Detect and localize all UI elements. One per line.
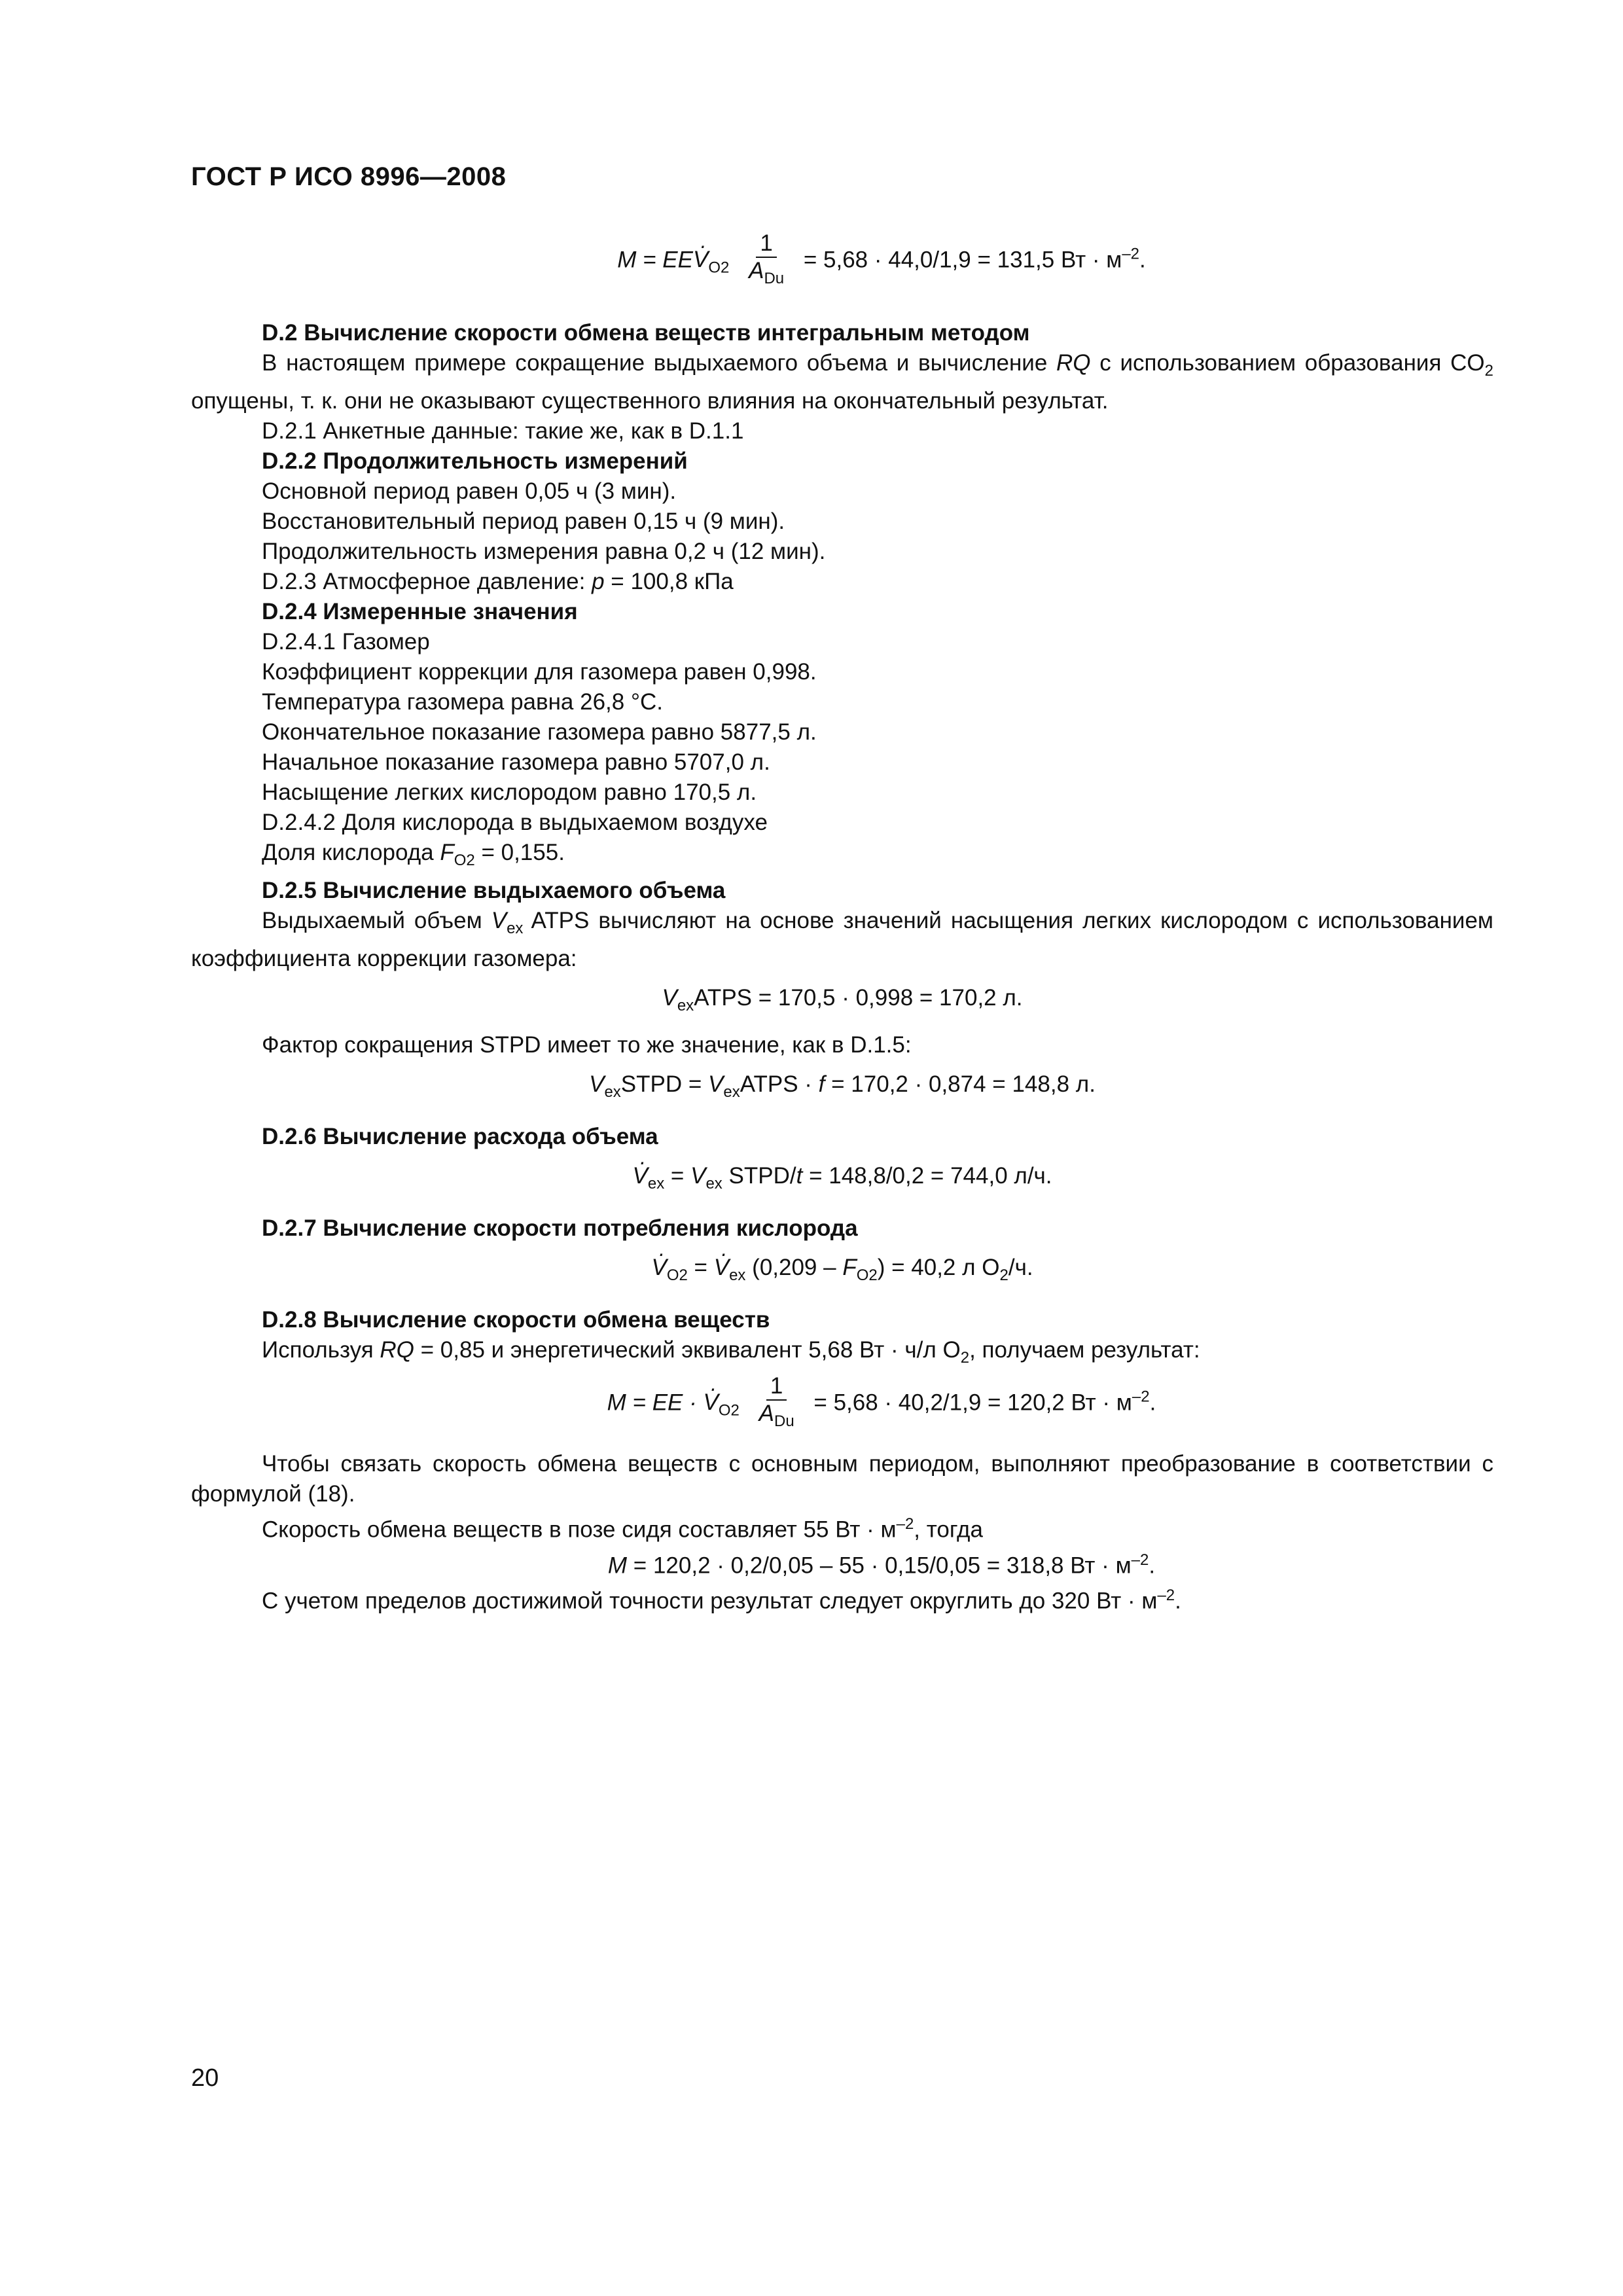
text-line: Температура газомера равна 26,8 °С.	[262, 689, 663, 715]
formula-final-result: M = 120,2 · 0,2/0,05 – 55 · 0,15/0,05 = 318,8 Вт · $м^{-2}$.	[607, 1551, 1156, 1579]
section-heading-d2: D.2 Вычисление скорости обмена веществ интегральным методом	[262, 320, 1030, 346]
subsection-heading-d227: D.2.7 Вычисление скорости потребления кислорода	[262, 1215, 858, 1241]
subsection-heading-d228: D.2.8 Вычисление скорости обмена веществ	[262, 1307, 770, 1333]
formula-volume-flow: · $V_{ex} = V_{ex}$ STPD/t = 148,8/0,2 = 744,0 л/ч.	[191, 1161, 1493, 1199]
formula-oxygen-consumption: · $V_{O2}$ = · $V_{ex}$ $(0,209 - F_{O2}) = 40,2$ л $O_2/ч$.	[191, 1253, 1493, 1291]
page-number: 20	[191, 2064, 219, 2092]
text-line: Насыщение легких кислородом равно 170,5 л.	[262, 780, 757, 805]
conversion-paragraph: Чтобы связать скорость обмена веществ с основным периодом, выполняют преобразование в соответствии с формулой (18).	[191, 1451, 1493, 1507]
formula-metabolic-rate-d1: $M = EE\cdot V_{O2}$ $\frac{1}{A_{Du}}$ = 5,68 · 44,0/1,9 = 131,5 Вт · $м^{-2}$.	[191, 230, 1493, 292]
subsection-d2241: D.2.4.1 Газомер	[262, 629, 430, 655]
exhaled-volume-paragraph: Выдыхаемый объем $V_{ex}$ ATPS вычисляют на основе значений насыщения легких кислородом с использованием коэффициента коррекции газомера:	[191, 908, 1493, 971]
oxygen-fraction-line: Доля кислорода $F_{O2} = 0,155$.	[262, 840, 565, 869]
text-line: Начальное показание газомера равно 5707,0 л.	[262, 749, 770, 775]
subsection-d221: D.2.1 Анкетные данные: такие же, как в D.1.1	[262, 418, 744, 444]
intro-paragraph: В настоящем примере сокращение выдыхаемого объема и вычисление RQ с использованием образования $CO_2$ опущены, т. к. они не оказывают существенного влияния на окончательный результат.	[191, 350, 1493, 414]
subsection-heading-d226: D.2.6 Вычисление расхода объема	[262, 1124, 658, 1149]
stpd-factor-line: Фактор сокращения STPD имеет то же значение, как в D.1.5:	[262, 1032, 912, 1058]
page-content	[191, 230, 1493, 1617]
rounding-line: С учетом пределов достижимой точности результат следует округлить до 320 Вт · $м^{-2}$.	[262, 1587, 1181, 1614]
document-header: ГОСТ Р ИСО 8996—2008	[191, 162, 507, 191]
text-line: Восстановительный период равен 0,15 ч (9 мин).	[262, 509, 785, 534]
subsection-d2242: D.2.4.2 Доля кислорода в выдыхаемом воздухе	[262, 810, 768, 835]
subsection-heading-d222: D.2.2 Продолжительность измерений	[262, 448, 688, 474]
subsection-d223: D.2.3 Атмосферное давление: p = 100,8 кПа	[262, 569, 734, 594]
formula-vex-atps: $V_{ex}ATPS = 170,5 \cdot 0,998 = 170,2$ л.	[662, 985, 1023, 1014]
text-line: Окончательное показание газомера равно 5877,5 л.	[262, 719, 817, 745]
text-line: Основной период равен 0,05 ч (3 мин).	[262, 478, 677, 504]
formula-vex-stpd: $V_{ex}STPD$ = $V_{ex}ATPS \cdot f = 170,2 \cdot 0,874 = 148,8$ л.	[589, 1071, 1096, 1101]
formula-metabolic-rate-d2: M = EE · · $V_{O2}$ $\frac{1}{A_{Du}}$ = 5,68 · 40,2/1,9 = 120,2 Вт · $м^{-2}$.	[191, 1373, 1493, 1435]
subsection-heading-d224: D.2.4 Измеренные значения	[262, 599, 578, 624]
sitting-rate-line: Скорость обмена веществ в позе сидя составляет 55 Вт · $м^{-2}$, тогда	[262, 1515, 983, 1543]
rq-line: Используя RQ = 0,85 и энергетический эквивалент 5,68 Вт · ч/л $O_2$, получаем результат:	[262, 1337, 1200, 1367]
subsection-heading-d225: D.2.5 Вычисление выдыхаемого объема	[262, 878, 726, 903]
text-line: Коэффициент коррекции для газомера равен 0,998.	[262, 659, 817, 685]
text-line: Продолжительность измерения равна 0,2 ч (12 мин).	[262, 539, 826, 564]
